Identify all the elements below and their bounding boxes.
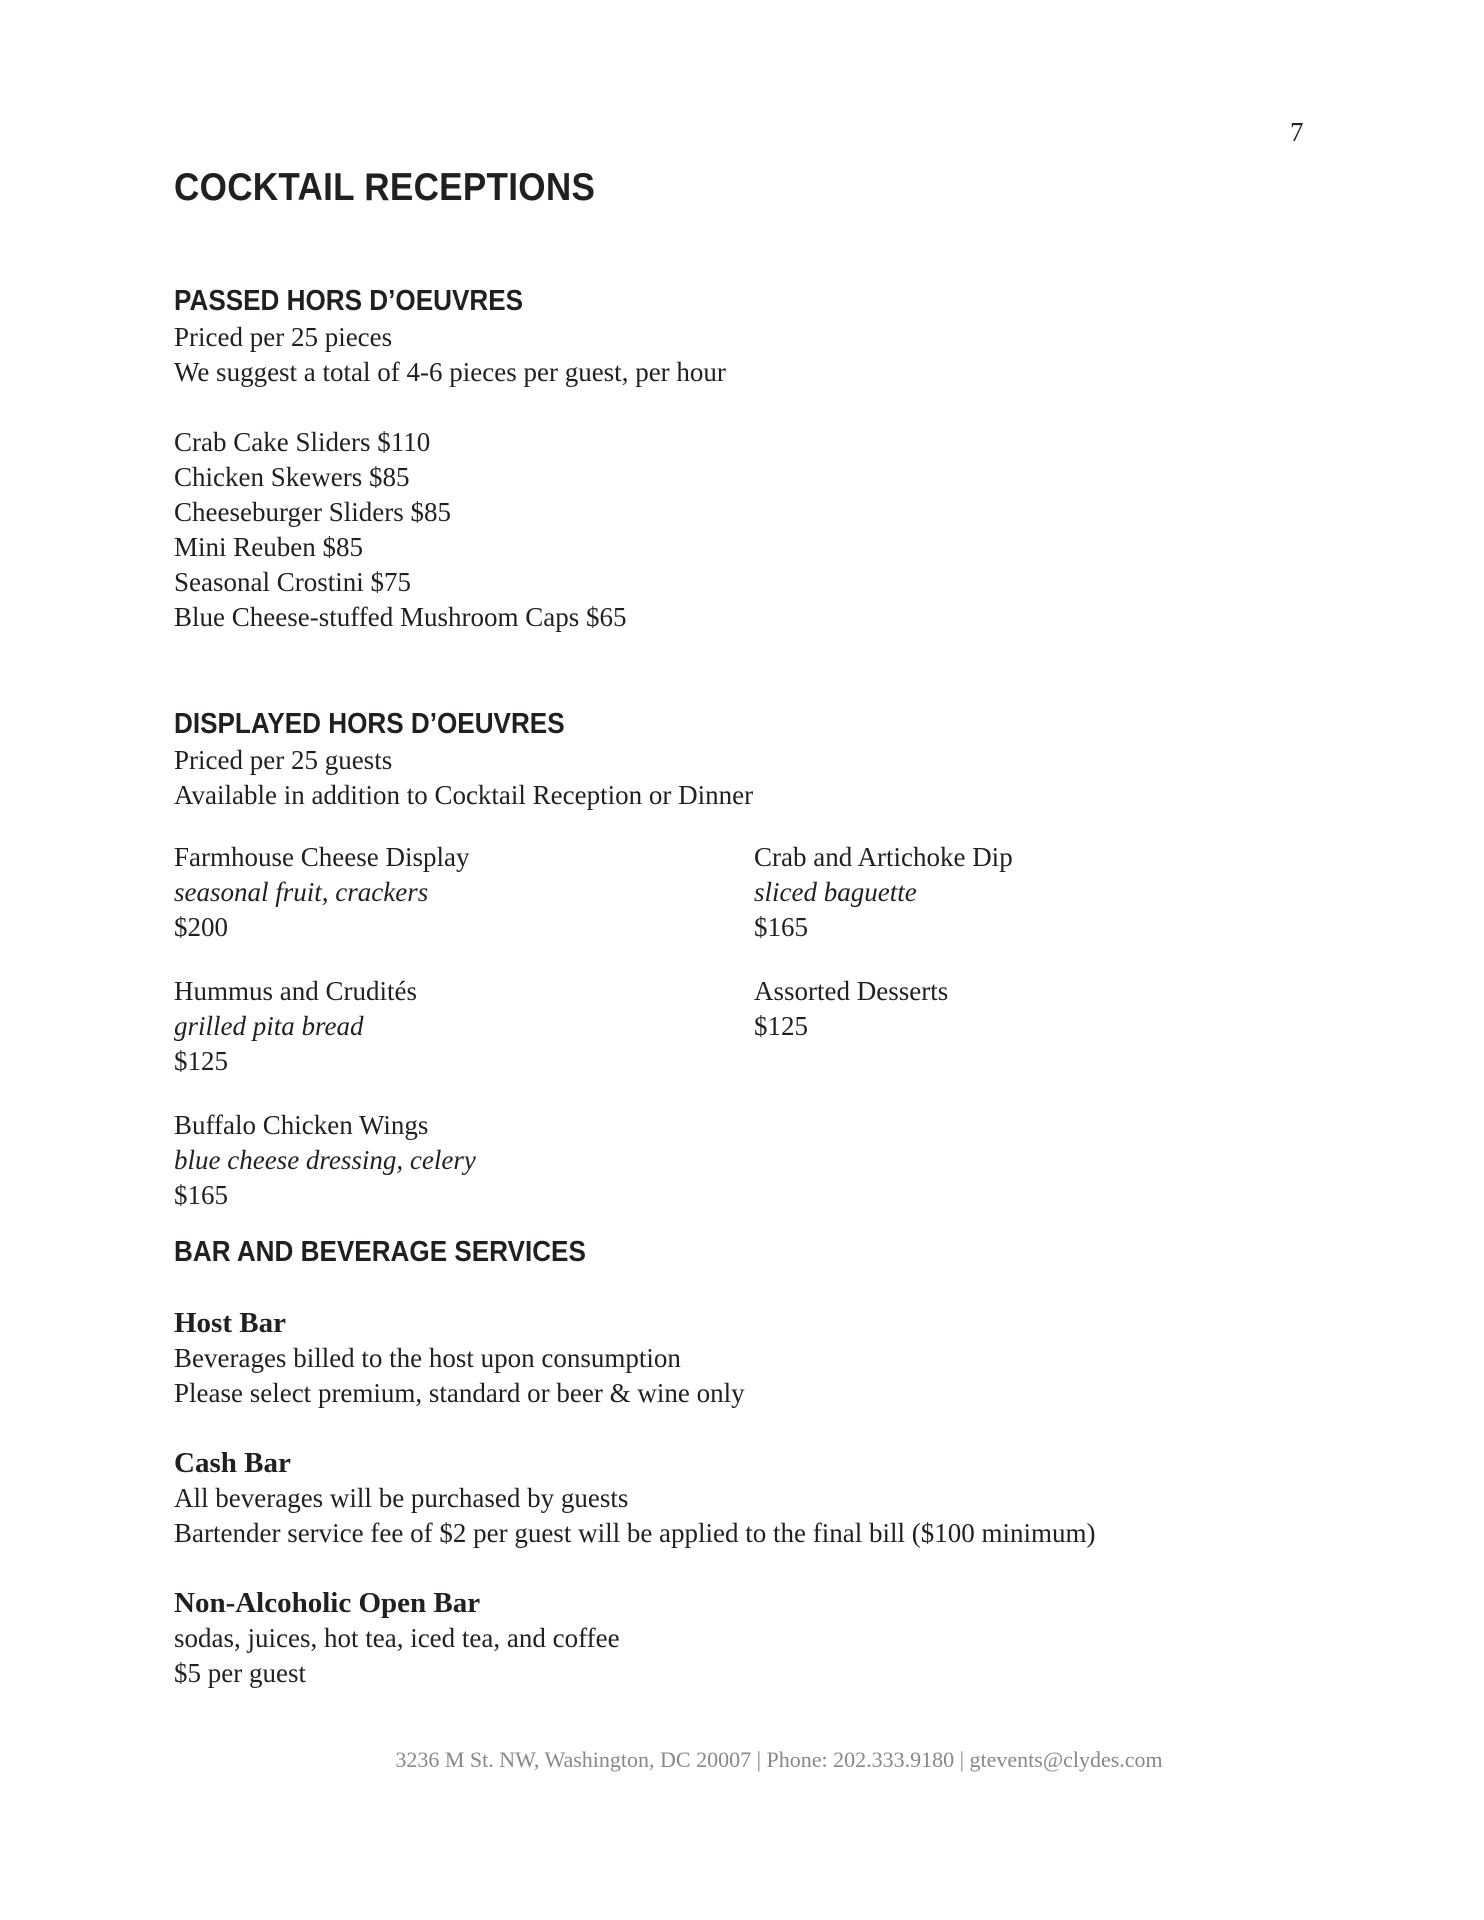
host-bar-title: Host Bar [174,1307,286,1339]
page-title: COCKTAIL RECEPTIONS [174,166,596,209]
cash-bar-title: Cash Bar [174,1447,291,1479]
displayed-item-wings [174,1108,476,1213]
passed-item: Blue Cheese-stuffed Mushroom Caps $65 [174,602,627,632]
displayed-note-pricing: Priced per 25 guests [174,745,393,775]
item-name: Assorted Desserts [754,976,949,1006]
item-name: Buffalo Chicken Wings [174,1110,429,1140]
displayed-heading: DISPLAYED HORS D’OEUVRES [174,708,565,740]
passed-item: Cheeseburger Sliders $85 [174,497,451,527]
displayed-item-hummus [174,974,417,1079]
item-name: Crab and Artichoke Dip [754,842,1013,872]
item-price: $165 [174,1180,228,1210]
passed-note-suggestion: We suggest a total of 4-6 pieces per guest, per hour [174,357,726,387]
cash-bar-line: All beverages will be purchased by guests [174,1483,629,1513]
item-description: seasonal fruit, crackers [174,877,429,907]
item-name: Hummus and Crudités [174,976,417,1006]
item-name: Farmhouse Cheese Display [174,842,470,872]
footer-contact: 3236 M St. NW, Washington, DC 20007 | Phone: 202.333.9180 | gtevents@clydes.com [395,1747,1163,1772]
bar-section [174,1306,1095,1691]
bar-heading: BAR AND BEVERAGE SERVICES [174,1236,586,1268]
passed-section [174,320,726,635]
displayed-item-cheese [174,840,469,945]
host-bar-line: Beverages billed to the host upon consumption [174,1343,681,1373]
item-price: $200 [174,912,228,942]
cash-bar-line: Bartender service fee of $2 per guest will be applied to the final bill ($100 minimum) [174,1518,1096,1548]
nonalc-bar-title: Non-Alcoholic Open Bar [174,1587,481,1619]
displayed-notes [174,743,753,813]
host-bar-line: Please select premium, standard or beer & wine only [174,1378,745,1408]
item-description: grilled pita bread [174,1011,364,1041]
passed-item: Crab Cake Sliders $110 [174,427,431,457]
item-price: $165 [754,912,808,942]
item-price: $125 [754,1011,808,1041]
displayed-item-crab-dip [754,840,1013,945]
item-price: $125 [174,1046,228,1076]
item-description: blue cheese dressing, celery [174,1145,476,1175]
passed-item: Chicken Skewers $85 [174,462,410,492]
passed-item: Mini Reuben $85 [174,532,363,562]
passed-note-pricing: Priced per 25 pieces [174,322,393,352]
nonalc-bar-line: sodas, juices, hot tea, iced tea, and coffee [174,1623,620,1653]
nonalc-bar-price: $5 per guest [174,1658,306,1688]
passed-heading: PASSED HORS D’OEUVRES [174,285,524,317]
displayed-item-desserts [754,974,948,1044]
page-number: 7 [1290,117,1304,147]
passed-item: Seasonal Crostini $75 [174,567,411,597]
displayed-note-availability: Available in addition to Cocktail Reception or Dinner [174,780,754,810]
item-description: sliced baguette [754,877,917,907]
